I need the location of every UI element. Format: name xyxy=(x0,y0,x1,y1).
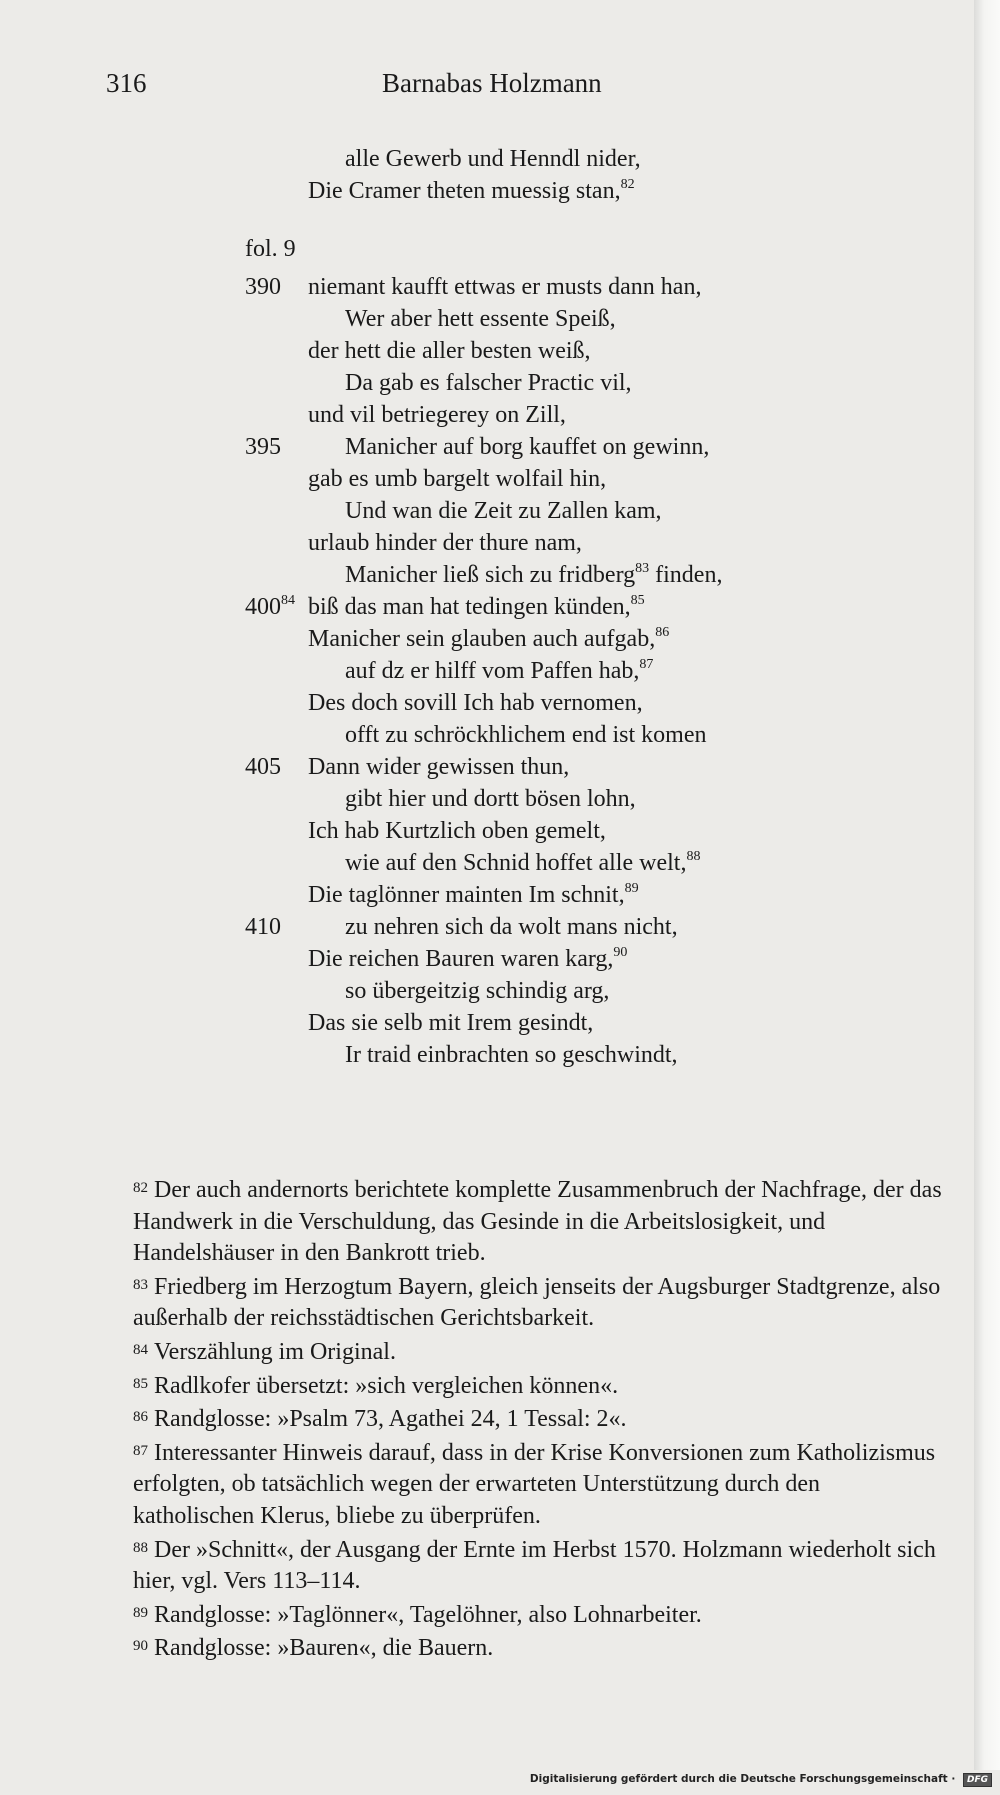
verse-text-main: offt zu schröckhlichem end ist komen xyxy=(345,722,707,748)
footnote xyxy=(133,1369,945,1403)
footnote-number: 83 xyxy=(133,1276,148,1293)
footnote-ref: 82 xyxy=(620,177,635,192)
footnote xyxy=(133,1436,945,1533)
verse-text xyxy=(345,367,632,399)
footnote-text: Randglosse: »Psalm 73, Agathei 24, 1 Tessal: 2«. xyxy=(154,1406,627,1433)
verse-text-main: Da gab es falscher Practic vil, xyxy=(345,370,632,396)
verse-text-main: und vil betriegerey on Zill, xyxy=(308,402,566,428)
verse-text xyxy=(308,463,606,495)
verse-text xyxy=(308,527,582,559)
footnote-number: 85 xyxy=(133,1375,148,1392)
footnote-text: Randglosse: »Taglönner«, Tagelöhner, also Lohnarbeiter. xyxy=(154,1601,702,1628)
verse-text xyxy=(308,943,627,975)
verse-text-main: Die taglönner mainten Im schnit, xyxy=(308,882,625,908)
footnote-text: Friedberg im Herzogtum Bayern, gleich jenseits der Augsburger Stadtgrenze, also außerhalb der reichsstädtischen Gerichtsbarkeit. xyxy=(133,1273,941,1332)
verse-text xyxy=(345,143,641,175)
verse-text-main: Das sie selb mit Irem gesindt, xyxy=(308,1010,594,1036)
verse-text xyxy=(345,783,636,815)
verse-number: 400 xyxy=(245,594,281,620)
verse-text xyxy=(308,591,645,623)
footnote-ref: 84 xyxy=(281,593,295,608)
verse-text xyxy=(345,847,700,879)
footnote xyxy=(133,1335,945,1369)
verse-text-main: urlaub hinder der thure nam, xyxy=(308,530,582,556)
verse-text-main: Des doch sovill Ich hab vernomen, xyxy=(308,690,643,716)
footnote xyxy=(133,1270,945,1335)
footnote-ref: 89 xyxy=(624,881,639,896)
footnote-text: Interessanter Hinweis darauf, dass in der Krise Konversionen zum Katholizismus erfolgten, ob tatsächlich wegen der erwarteten Unterstützung durch den katholischen Klerus, bliebe zu überprüfen. xyxy=(133,1439,936,1529)
verse-text xyxy=(345,431,709,463)
footnote xyxy=(133,1598,945,1632)
verse-text-tail: finden, xyxy=(649,562,723,588)
verse-text-main: Ich hab Kurtzlich oben gemelt, xyxy=(308,818,606,844)
verse-text-main: Wer aber hett essente Speiß, xyxy=(345,306,616,332)
verse-text xyxy=(345,495,662,527)
footnote-ref: 85 xyxy=(630,593,645,608)
footnote xyxy=(133,1533,945,1598)
verse-text xyxy=(308,751,569,783)
footnote-text: Randglosse: »Bauren«, die Bauern. xyxy=(154,1635,494,1662)
verse-text xyxy=(308,687,643,719)
verse-text-main: Die reichen Bauren waren karg, xyxy=(308,946,614,972)
footnote-number: 88 xyxy=(133,1539,148,1556)
verse-text xyxy=(308,1007,593,1039)
verse-number-wrap xyxy=(245,591,307,623)
verse-text-main: gibt hier und dortt bösen lohn, xyxy=(345,786,636,812)
verse-text-main: niemant kaufft ettwas er musts dann han, xyxy=(308,274,702,300)
footnote-text: Der auch andernorts berichtete komplette Zusammenbruch der Nachfrage, der das Handwerk in die Verschuldung, das Gesinde in die Arbeitslosigkeit, und Handelshäuser in den Bankrott trieb. xyxy=(133,1177,942,1267)
verse-text-main: Manicher auf borg kauffet on gewinn, xyxy=(345,434,710,460)
footnote-ref: 87 xyxy=(639,657,654,672)
verse-text xyxy=(308,175,635,207)
verse-number: 405 xyxy=(245,754,281,780)
footnotes xyxy=(133,1173,945,1665)
verse-text-main: der hett die aller besten weiß, xyxy=(308,338,591,364)
verse-text xyxy=(345,1039,678,1071)
footnote-number: 86 xyxy=(133,1409,148,1426)
footnote-ref: 86 xyxy=(655,625,670,640)
verse-text xyxy=(345,559,722,591)
verse-text xyxy=(308,815,606,847)
verse-text-main: gab es umb bargelt wolfail hin, xyxy=(308,466,607,492)
verse-text xyxy=(345,719,706,751)
verse-text-main: Die Cramer theten muessig stan, xyxy=(308,178,621,204)
footnote-number: 89 xyxy=(133,1604,148,1621)
verse-text xyxy=(308,271,701,303)
verse-text xyxy=(308,879,639,911)
verse-text-main: zu nehren sich da wolt mans nicht, xyxy=(345,914,678,940)
verse-text xyxy=(345,975,609,1007)
dfg-logo: DFG xyxy=(963,1773,992,1787)
verse-text-main: so übergeitzig schindig arg, xyxy=(345,978,610,1004)
footnote-number: 84 xyxy=(133,1341,148,1358)
verse-text-main: Dann wider gewissen thun, xyxy=(308,754,570,780)
verse-text-main: Manicher sein glauben auch aufgab, xyxy=(308,626,656,652)
footnote-ref: 88 xyxy=(686,849,701,864)
verse-number: 390 xyxy=(245,274,281,300)
footnote-number: 82 xyxy=(133,1180,148,1196)
verse-text xyxy=(345,303,616,335)
verse-text xyxy=(308,623,669,655)
verse-text xyxy=(308,399,566,431)
verse-text-main: Manicher ließ sich zu fridberg xyxy=(345,562,636,588)
footnote-ref: 83 xyxy=(635,561,650,576)
verse-text xyxy=(345,655,653,687)
footnote-text: Verszählung im Original. xyxy=(154,1338,396,1365)
folio-marker: fol. 9 xyxy=(245,236,296,262)
footnote-number: 87 xyxy=(133,1442,148,1459)
verse-text xyxy=(308,335,591,367)
footnote xyxy=(133,1402,945,1436)
page-number: 316 xyxy=(106,68,147,98)
verse-text xyxy=(345,911,678,943)
footnote-text: Der »Schnitt«, der Ausgang der Ernte im Herbst 1570. Holzmann wiederholt sich hier, vgl. Vers 113–114. xyxy=(133,1536,936,1595)
footnote-ref: 90 xyxy=(613,945,628,960)
verse-text-main: alle Gewerb und Henndl nider, xyxy=(345,146,641,172)
verse-text-main: wie auf den Schnid hoffet alle welt, xyxy=(345,850,687,876)
footnote xyxy=(133,1173,945,1270)
verse-text-main: Ir traid einbrachten so geschwindt, xyxy=(345,1042,678,1068)
verse-number: 395 xyxy=(245,434,281,460)
credit-text: Digitalisierung gefördert durch die Deutsche Forschungsgemeinschaft · xyxy=(529,1773,956,1785)
running-title: Barnabas Holzmann xyxy=(382,68,602,98)
footnote-text: Radlkofer übersetzt: »sich vergleichen können«. xyxy=(154,1372,619,1399)
verse-text-main: auf dz er hilff vom Paffen hab, xyxy=(345,658,640,684)
footnote xyxy=(133,1631,945,1665)
verse-text-main: biß das man hat tedingen künden, xyxy=(308,594,631,620)
footnote-number: 90 xyxy=(133,1638,148,1655)
page-edge-shadow xyxy=(974,0,1000,1770)
verse-number: 410 xyxy=(245,914,281,940)
digitization-credit xyxy=(530,1773,992,1787)
verse-text-main: Und wan die Zeit zu Zallen kam, xyxy=(345,498,662,524)
